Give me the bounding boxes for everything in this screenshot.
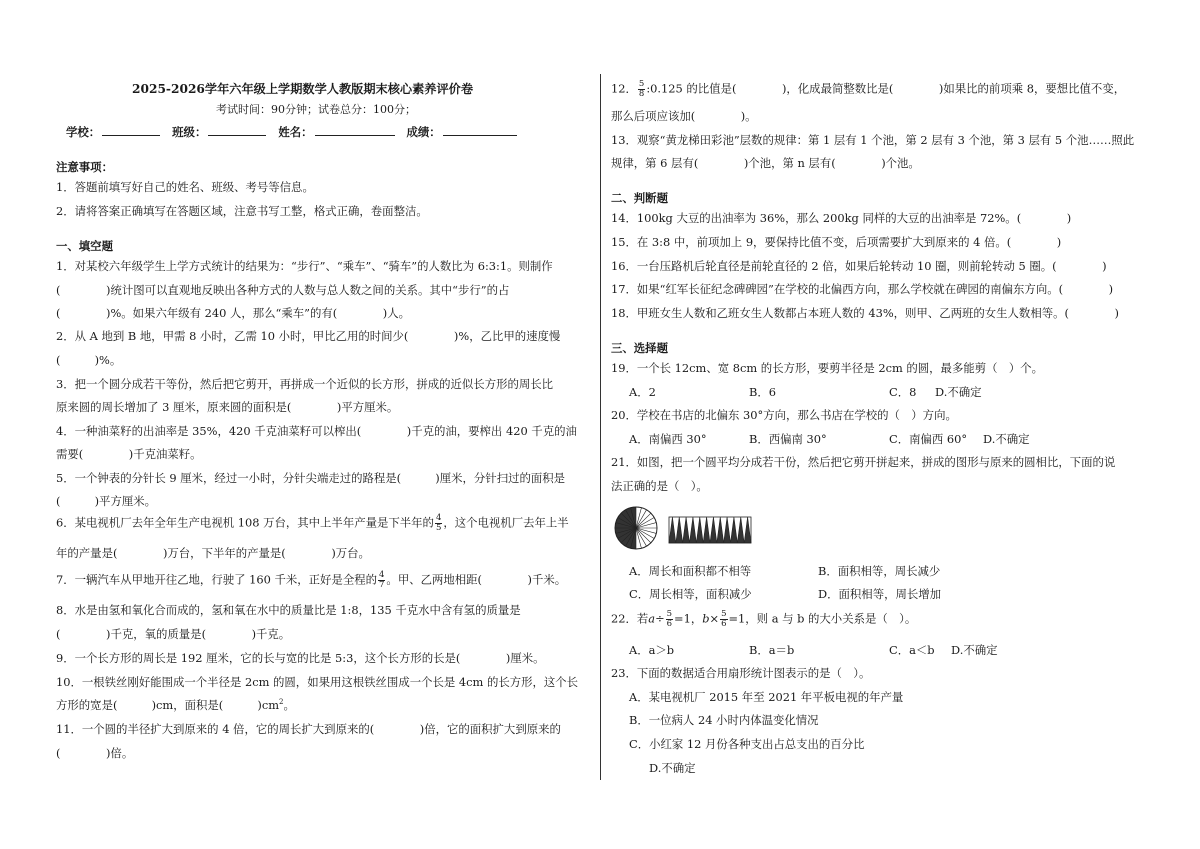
q10-line <box>56 697 295 713</box>
q20-line: 20．学校在书店的北偏东 30°方向，那么书店在学校的（ ）方向。 <box>611 408 957 422</box>
notes-heading: 注意事项： <box>56 160 113 174</box>
q13-line: 规律，第 6 层有( )个池，第 n 层有( )个池。 <box>611 156 920 170</box>
school-field[interactable] <box>102 125 160 136</box>
q21-figure <box>611 503 761 553</box>
q10-text: 方形的宽是( )cm，面积是( )cm <box>56 698 279 712</box>
q6-fraction <box>435 514 442 533</box>
q6-line: 年的产量是( )万台，下半年的产量是( )万台。 <box>56 546 370 560</box>
fraction-denominator: 5 <box>435 523 442 533</box>
fraction-numerator: 5 <box>721 609 727 619</box>
q20-option-d[interactable]: D.不确定 <box>983 432 1030 446</box>
fraction-denominator: 8 <box>638 89 645 99</box>
q5-line: ( )平方厘米。 <box>56 494 157 508</box>
q9-line: 9．一个长方形的周长是 192 厘米，它的长与宽的比是 5:3，这个长方形的长是( )厘米。 <box>56 651 545 665</box>
choice-heading: 三、选择题 <box>611 341 668 355</box>
q19-option-b[interactable]: B．6 <box>749 385 777 399</box>
q5-line: 5．一个钟表的分针长 9 厘米，经过一小时，分针尖端走过的路程是( )厘米，分针扫过的面积是 <box>56 471 566 485</box>
q4-line: 需要( )千克油菜籽。 <box>56 447 202 461</box>
q21-line: 21．如图，把一个圆平均分成若干份，然后把它剪开拼起来，拼成的图形与原来的圆相比，下面的说 <box>611 455 1116 469</box>
name-label: 姓名： <box>278 125 313 139</box>
q6-text: ，这个电视机厂去年上半 <box>443 515 569 530</box>
q7-line <box>56 571 566 590</box>
q20-option-b[interactable]: B．西偏南 30° <box>749 432 827 446</box>
q12-text: 12． <box>611 81 637 96</box>
q23-line: 23．下面的数据适合用扇形统计图表示的是（ ）。 <box>611 666 871 680</box>
judge-item: 15．在 3:8 中，前项加上 9，要保持比值不变，后项需要扩大到原来的 4 倍。( ) <box>611 235 1062 249</box>
fraction-denominator: 7 <box>379 580 385 590</box>
q12-fraction <box>638 80 645 99</box>
q19-option-a[interactable]: A．2 <box>629 385 656 399</box>
fraction-numerator: 5 <box>638 79 645 89</box>
q7-fraction <box>378 571 385 590</box>
q1-line: ( )统计图可以直观地反映出各种方式的人数与总人数之间的关系。其中“步行”的占 <box>56 283 510 297</box>
fraction-denominator: 6 <box>721 619 727 629</box>
judge-heading: 二、判断题 <box>611 191 668 205</box>
exam-subtitle: 考试时间：90分钟；试卷总分：100分； <box>216 103 416 116</box>
q3-line: 3．把一个圆分成若干等份，然后把它剪开，再拼成一个近似的长方形，拼成的近似长方形的周长比 <box>56 377 554 391</box>
q22-line <box>611 610 916 629</box>
score-field[interactable] <box>443 125 517 136</box>
q12-line <box>611 80 1125 99</box>
notes-item: 1．答题前填写好自己的姓名、班级、考号等信息。 <box>56 180 314 194</box>
fraction-numerator: 5 <box>666 609 673 619</box>
fill-heading: 一、填空题 <box>56 239 113 253</box>
class-field[interactable] <box>208 125 266 136</box>
q13-line: 13．观察“黄龙梯田彩池”层数的规律：第 1 层有 1 个池，第 2 层有 3 个池，第 3 层有 5 个池……照此 <box>611 133 1135 147</box>
fraction-numerator: 4 <box>379 570 385 580</box>
q1-line: ( )%。如果六年级有 240 人，那么“乘车”的有( )人。 <box>56 306 410 320</box>
q21-option-a[interactable]: A．周长和面积都不相等 <box>629 564 752 578</box>
q4-line: 4．一种油菜籽的出油率是 35%，420 千克油菜籽可以榨出( )千克的油，要榨出 420 千克的油 <box>56 424 577 438</box>
q22-fraction <box>666 610 673 629</box>
fraction-denominator: 6 <box>666 619 673 629</box>
q21-line: 法正确的是（ ）。 <box>611 479 708 493</box>
q21-option-c[interactable]: C．周长相等，面积减少 <box>629 587 752 601</box>
q22-text: =1， <box>674 611 703 626</box>
student-info-row <box>66 124 525 140</box>
notes-item: 2．请将答案正确填写在答题区域，注意书写工整，格式正确，卷面整洁。 <box>56 204 428 218</box>
q10-superscript: 2 <box>279 698 284 707</box>
q22-text: a÷ <box>648 611 665 626</box>
q23-option-b[interactable]: B．一位病人 24 小时内体温变化情况 <box>629 713 819 727</box>
q22-text: =1，则 a 与 b 的大小关系是（ ）。 <box>728 611 917 626</box>
q6-text: 6．某电视机厂去年全年生产电视机 108 万台，其中上半年产量是下半年的 <box>56 515 434 530</box>
q10-text: 。 <box>283 698 295 712</box>
q11-line: 11．一个圆的半径扩大到原来的 4 倍，它的周长扩大到原来的( )倍，它的面积扩大到原来的 <box>56 722 561 736</box>
q12-text: :0.125 的比值是( )，化成最简整数比是( )如果比的前项乘 8，要想比值不变， <box>646 81 1126 96</box>
q23-option-d[interactable]: D.不确定 <box>649 761 696 775</box>
q20-option-c[interactable]: C．南偏西 60° <box>889 432 968 446</box>
judge-item: 18．甲班女生人数和乙班女生人数都占本班人数的 43%，则甲、乙两班的女生人数相等。( ) <box>611 306 1119 320</box>
class-label: 班级： <box>172 125 207 139</box>
school-label: 学校： <box>66 125 101 139</box>
q22-option-a[interactable]: A．a＞b <box>629 643 675 657</box>
q22-option-b[interactable]: B．a＝b <box>749 643 795 657</box>
judge-item: 14．100kg 大豆的出油率为 36%，那么 200kg 同样的大豆的出油率是 72%。( ) <box>611 211 1072 225</box>
judge-item: 17．如果“红军长征纪念碑碑园”在学校的北偏西方向，那么学校就在碑园的南偏东方向。( ) <box>611 282 1114 296</box>
name-field[interactable] <box>315 125 395 136</box>
judge-item: 16．一台压路机后轮直径是前轮直径的 2 倍，如果后轮转动 10 圈，则前轮转动 5 圈。( ) <box>611 259 1107 273</box>
q22-text: b× <box>702 611 720 626</box>
q19-line: 19．一个长 12cm、宽 8cm 的长方形，要剪半径是 2cm 的圆，最多能剪（ ）个。 <box>611 361 1044 375</box>
q1-line: 1．对某校六年级学生上学方式统计的结果为：“步行”、“乘车”、“骑车”的人数比为 6:3:1。则制作 <box>56 259 553 273</box>
q19-option-d[interactable]: D.不确定 <box>935 385 982 399</box>
q2-line: ( )%。 <box>56 353 122 367</box>
q20-option-a[interactable]: A．南偏西 30° <box>629 432 707 446</box>
fraction-numerator: 4 <box>435 513 442 523</box>
score-label: 成绩： <box>406 125 441 139</box>
q23-option-c[interactable]: C．小红家 12 月份各种支出占总支出的百分比 <box>629 737 865 751</box>
q11-line: ( )倍。 <box>56 746 134 760</box>
q7-text: 。甲、乙两地相距( )千米。 <box>386 572 567 587</box>
q8-line: ( )千克，氧的质量是( )千克。 <box>56 627 291 641</box>
q8-line: 8．水是由氢和氧化合而成的，氢和氧在水中的质量比是 1:8，135 千克水中含有氢的质量是 <box>56 603 521 617</box>
exam-title: 2025-2026学年六年级上学期数学人教版期末核心素养评价卷 <box>132 82 474 96</box>
q7-text: 7．一辆汽车从甲地开往乙地，行驶了 160 千米，正好是全程的 <box>56 572 377 587</box>
q6-line <box>56 514 569 533</box>
q23-option-a[interactable]: A．某电视机厂 2015 年至 2021 年平板电视的年产量 <box>629 690 904 704</box>
q10-line: 10．一根铁丝刚好能围成一个半径是 2cm 的圆，如果用这根铁丝围成一个长是 4cm 的长方形，这个长 <box>56 675 579 689</box>
rearranged-strip-icon <box>669 517 751 543</box>
q22-fraction <box>720 610 727 629</box>
q21-option-d[interactable]: D．面积相等，周长增加 <box>818 587 942 601</box>
sliced-circle-icon <box>615 507 657 549</box>
q21-option-b[interactable]: B．面积相等，周长减少 <box>818 564 941 578</box>
q22-text: 22．若 <box>611 611 649 626</box>
q22-option-c[interactable]: C．a＜b <box>889 643 935 657</box>
q3-line: 原来圆的周长增加了 3 厘米，原来圆的面积是( )平方厘米。 <box>56 400 399 414</box>
q12-line: 那么后项应该加( )。 <box>611 109 757 123</box>
q19-option-c[interactable]: C．8 <box>889 385 917 399</box>
q2-line: 2．从 A 地到 B 地，甲需 8 小时，乙需 10 小时，甲比乙用的时间少( )%，乙比甲的速度慢 <box>56 329 561 343</box>
column-divider <box>600 74 601 780</box>
q22-option-d[interactable]: D.不确定 <box>951 643 998 657</box>
